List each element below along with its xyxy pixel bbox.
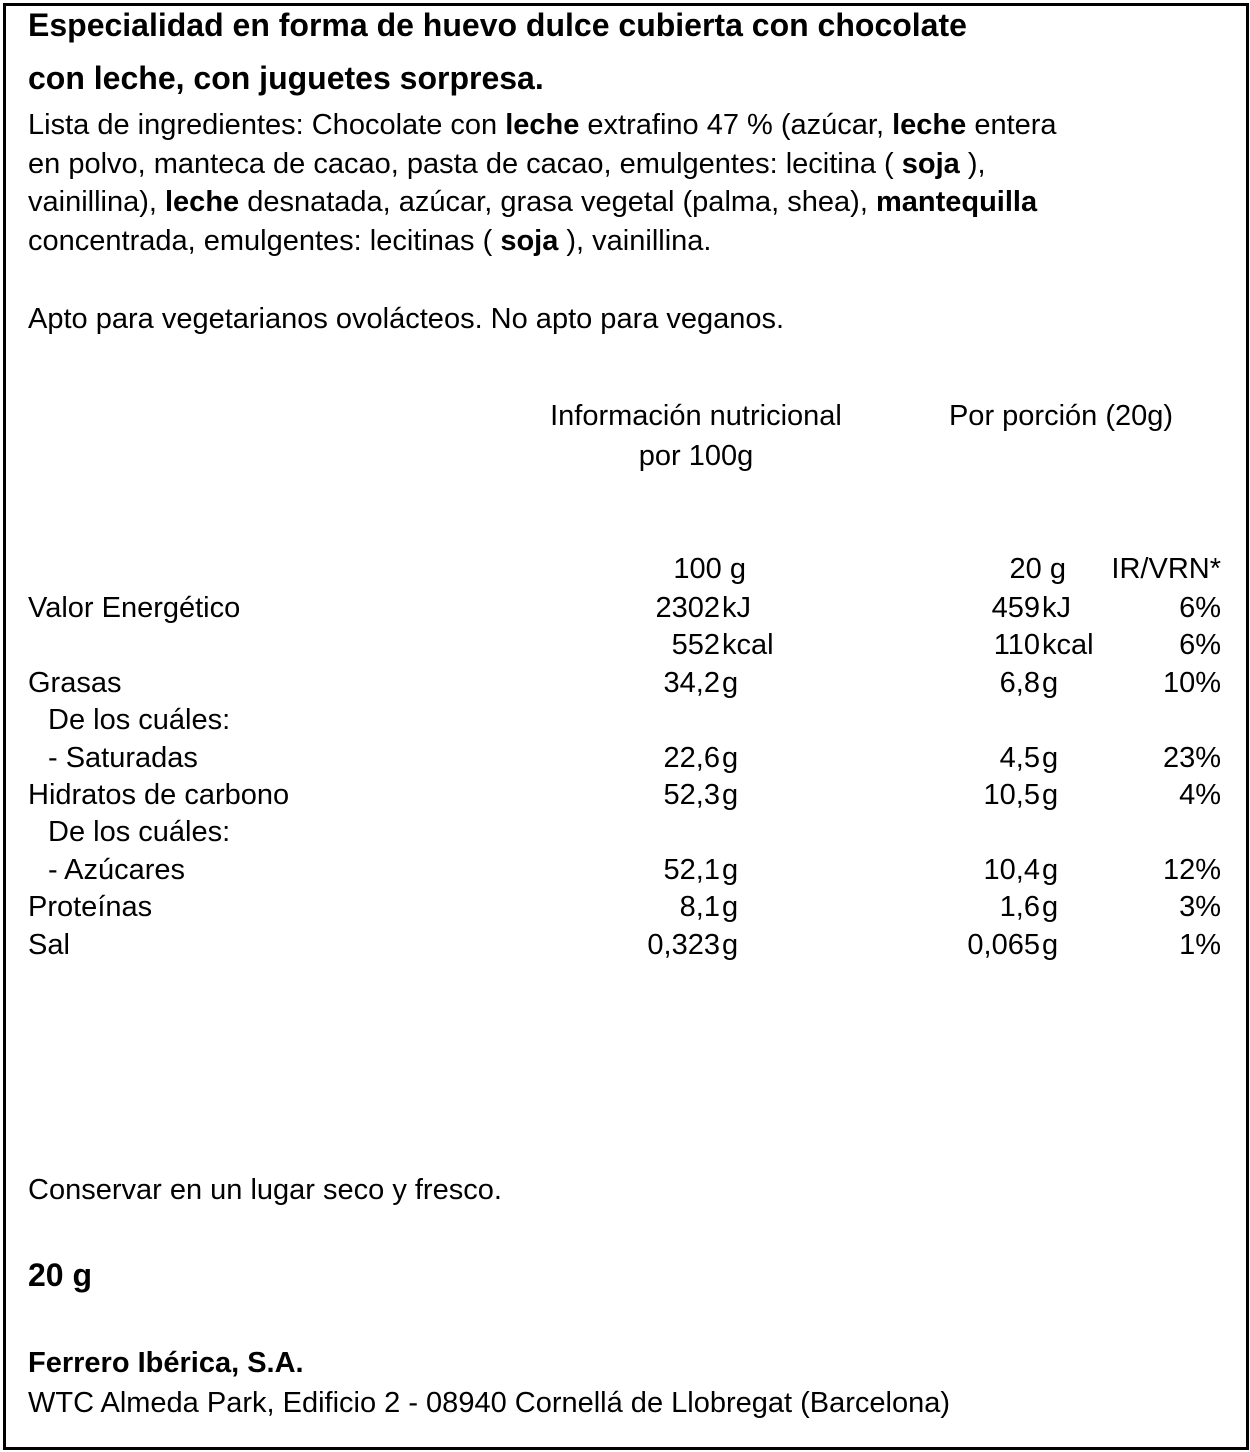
nutrient-label: Sal	[28, 928, 70, 961]
unit-20g: g	[1042, 928, 1059, 961]
value-100g: 2302	[655, 592, 720, 624]
unit-100g: g	[722, 891, 739, 924]
value-20g: 6,8	[999, 666, 1040, 699]
ingredient-text: ),	[959, 147, 986, 180]
company-address: WTC Almeda Park, Edificio 2 - 08940 Cornellá de Llobregat (Barcelona)	[28, 1387, 951, 1419]
nutrition-header-portion: Por porción (20g)	[948, 400, 1174, 432]
ingredient-text: ), vainillina.	[558, 224, 712, 257]
nutrient-label: De los cuáles:	[48, 704, 231, 737]
value-100g: 552	[671, 629, 720, 662]
nutrient-label: Hidratos de carbono	[28, 779, 290, 811]
ingredient-text: extrafino 47 % (azúcar,	[579, 109, 893, 141]
product-title-line2: con leche, con juguetes sorpresa.	[28, 60, 544, 96]
unit-100g: kJ	[722, 592, 751, 624]
ingredient-text: vainillina),	[28, 186, 165, 218]
nutrition-header-100g-line2: por 100g	[638, 440, 754, 472]
ir-vrn-percent: 23%	[1162, 741, 1221, 774]
ir-vrn-percent: 3%	[1179, 891, 1221, 924]
allergen-text: soja	[901, 147, 960, 180]
product-title-line1: Especialidad en forma de huevo dulce cubierta con chocolate	[28, 7, 967, 43]
unit-20g: g	[1042, 853, 1059, 886]
value-20g: 110	[993, 629, 1040, 662]
value-20g: 459	[991, 592, 1040, 624]
value-100g: 8,1	[679, 891, 720, 924]
ir-vrn-percent: 6%	[1179, 629, 1221, 662]
value-20g: 10,4	[983, 853, 1040, 886]
ingredient-text: desnatada, azúcar, grasa vegetal (palma, shea),	[239, 186, 876, 218]
column-header-100g: 100 g	[673, 553, 746, 585]
unit-100g: g	[722, 853, 739, 886]
allergen-text: mantequilla	[875, 186, 1038, 218]
ingredients-list	[28, 106, 1228, 260]
unit-20g: g	[1042, 741, 1059, 774]
unit-20g: g	[1042, 666, 1059, 699]
ir-vrn-percent: 10%	[1162, 666, 1221, 699]
nutrient-label: De los cuáles:	[48, 816, 231, 849]
diet-note: Apto para vegetarianos ovolácteos. No apto para veganos.	[28, 303, 785, 335]
nutrient-label: - Azúcares	[48, 853, 185, 886]
ir-vrn-percent: 12%	[1162, 853, 1221, 886]
unit-20g: kJ	[1042, 592, 1071, 624]
value-100g: 34,2	[663, 666, 720, 699]
unit-100g: g	[722, 779, 739, 811]
ingredient-text: en polvo, manteca de cacao, pasta de cacao, emulgentes: lecitina (	[28, 147, 902, 180]
value-100g: 52,1	[663, 853, 720, 886]
value-20g: 0,065	[967, 928, 1040, 961]
value-20g: 10,5	[983, 779, 1040, 811]
unit-100g: g	[722, 741, 739, 774]
ingredient-text: concentrada, emulgentes: lecitinas (	[28, 224, 501, 257]
value-100g: 22,6	[663, 741, 720, 774]
ingredient-text: Lista de ingredientes: Chocolate con	[28, 109, 506, 141]
storage-instructions: Conservar en un lugar seco y fresco.	[28, 1174, 502, 1206]
ingredient-text: entera	[966, 109, 1057, 141]
unit-20g: g	[1042, 779, 1059, 811]
value-100g: 52,3	[663, 779, 720, 811]
value-20g: 4,5	[999, 741, 1040, 774]
nutrient-label: Valor Energético	[28, 592, 241, 624]
allergen-text: soja	[500, 224, 559, 257]
value-100g: 0,323	[647, 928, 720, 961]
nutrient-label: - Saturadas	[48, 741, 198, 774]
unit-20g: g	[1042, 891, 1059, 924]
unit-100g: kcal	[722, 629, 774, 662]
ir-vrn-percent: 6%	[1179, 592, 1221, 624]
nutrient-label: Grasas	[28, 666, 122, 699]
value-20g: 1,6	[999, 891, 1040, 924]
ir-vrn-percent: 1%	[1179, 928, 1221, 961]
unit-20g: kcal	[1042, 629, 1094, 662]
allergen-text: leche	[165, 186, 240, 218]
nutrition-header-100g-line1: Información nutricional	[550, 400, 842, 432]
net-weight: 20 g	[28, 1257, 93, 1293]
nutrient-label: Proteínas	[28, 891, 153, 924]
allergen-text: leche	[505, 109, 580, 141]
nutrition-header-100g	[521, 396, 871, 476]
company-name: Ferrero Ibérica, S.A.	[28, 1347, 304, 1379]
column-header-ir-vrn: IR/VRN*	[1111, 553, 1221, 585]
column-header-20g: 20 g	[1009, 553, 1066, 585]
allergen-text: leche	[892, 109, 967, 141]
unit-100g: g	[722, 928, 739, 961]
ir-vrn-percent: 4%	[1179, 779, 1221, 811]
unit-100g: g	[722, 666, 739, 699]
label-frame	[3, 3, 1249, 1450]
